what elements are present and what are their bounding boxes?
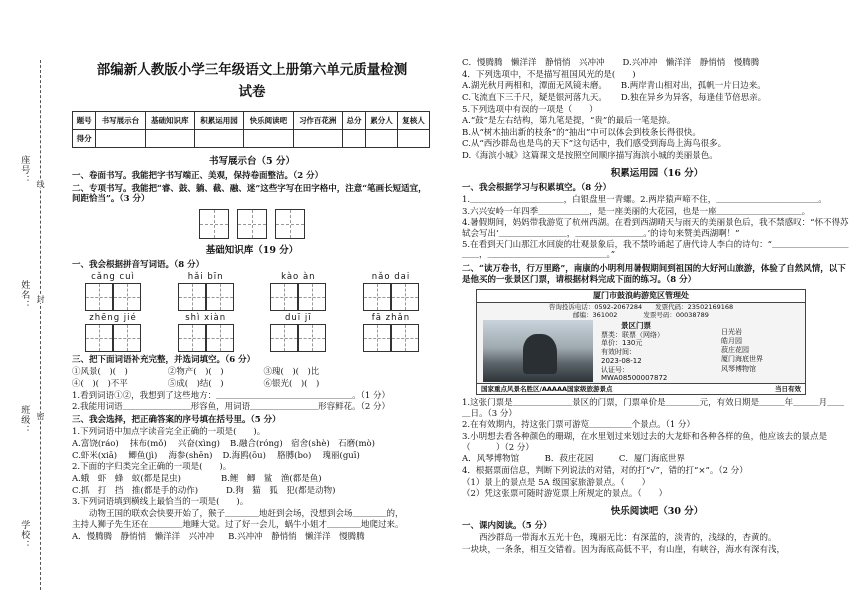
tian-grid-cell[interactable] xyxy=(298,324,326,352)
score-input-cell[interactable] xyxy=(244,130,293,148)
ticket-attraction: 菽庄花园 xyxy=(721,346,749,355)
fill-item[interactable]: ⑤成( )结( ) xyxy=(167,378,224,389)
choice-option[interactable]: A.富饶(ráo) 抹布(mǒ) 兴奋(xìng) xyxy=(72,439,220,450)
choice-3-options-row-2 xyxy=(462,58,852,69)
tian-grid-cell[interactable] xyxy=(391,324,419,352)
choice-option[interactable]: B.融合(róng) 宿舍(shè) 石磨(mò) xyxy=(230,439,375,450)
choice-option[interactable]: C.从“西沙群岛也是鸟的天下”这句话中，我们感受到海岛上海鸟很多。 xyxy=(462,139,727,150)
answer-box-pair xyxy=(356,324,426,352)
ticket-question-3: 3.小明想去看各种颜色的珊瑚，在水里划过来划过去的大龙虾和各种各样的鱼，他应该去的景点是（ ）（2 分） xyxy=(462,432,828,453)
class-field[interactable]: 班级： xyxy=(19,405,30,435)
ticket-question-1: 1.这张门票是＿＿＿＿＿＿＿景区的门票，门票单价是＿＿＿＿元，有效日期是＿＿＿年＿＿＿月＿＿＿日。（3 分） xyxy=(462,398,845,419)
fill-item[interactable]: ⑥银光( )( ) xyxy=(263,378,320,389)
tian-grid-cell[interactable] xyxy=(391,283,419,311)
answer-box-pair xyxy=(263,324,333,352)
ticket-photo-rock xyxy=(523,334,557,374)
choice-option[interactable]: C．慢腾腾 懒洋洋 静悄悄 兴冲冲 xyxy=(462,58,605,68)
writing-grid xyxy=(72,209,432,239)
choice-option[interactable]: B.两岸青山相对出，孤帆一片日边来。 xyxy=(620,81,766,92)
pinyin-label: hǎi bīn xyxy=(187,272,224,283)
choice-1-options-row-2 xyxy=(72,451,432,462)
tian-grid-cell[interactable] xyxy=(270,283,298,311)
fill-question-1: 1.看到词语①②，我想到了这些地方：＿＿＿＿＿＿＿＿＿＿＿＿＿＿＿＿。（1 分） xyxy=(72,390,390,401)
score-cell: 积累运用园 xyxy=(194,112,243,130)
left-column xyxy=(72,0,432,595)
seat-number-field[interactable]: 座号： xyxy=(19,155,30,185)
choice-option[interactable]: B.从“树木抽出新的枝条”的“抽出”中可以体会到枝条长得很快。 xyxy=(462,127,701,138)
tian-grid-cell[interactable] xyxy=(85,324,113,352)
choice-option[interactable]: B.鲤 鲫 鲨 渔(都是鱼) xyxy=(220,473,322,484)
writing-q1: 一、卷面书写。我能把字书写端正、美观，保持卷面整洁。（2 分） xyxy=(72,171,324,182)
choice-2-options-row-2 xyxy=(72,486,432,497)
choice-option[interactable]: A.“鼓”是左右结构，第九笔是提，“贵”的最后一笔是捺。 xyxy=(462,116,676,127)
pinyin-box-row-1 xyxy=(72,283,432,311)
choice-option[interactable]: C.虾米(xiā) 鲫鱼(jì) 海参(shēn) xyxy=(72,450,213,461)
score-input-cell[interactable] xyxy=(398,130,430,148)
accumulation-q2: 二、“读万卷书，行万里路”，南康的小明利用暑假期间到祖国的大好河山旅游，体验了自然风情，以下是他买的一张景区门票，请根据材料完成下面的练习。（8 分） xyxy=(462,263,846,285)
pinyin-label: cǎng cuì xyxy=(91,272,135,283)
choice-1-stem: 1.下列词语中加点字读音完全正确的一项是( )。 xyxy=(72,427,266,438)
choice-option[interactable]: D.独在异乡为异客，每逢佳节倍思亲。 xyxy=(620,92,767,103)
binding-mark-feng: 封 xyxy=(36,295,45,303)
ticket-label: 景区门票 xyxy=(621,321,651,331)
reading-q1: 一、课内阅读。（5 分） xyxy=(462,520,552,531)
scenic-ticket-image xyxy=(476,289,806,395)
section-heading-accumulation: 积累运用园（16 分） xyxy=(610,167,704,179)
ticket-attractions xyxy=(721,328,763,373)
tian-grid-cell[interactable] xyxy=(275,209,305,239)
ticket-footer-left: 国家重点风景名胜区/AAAAA国家级旅游景点 xyxy=(481,385,613,393)
score-cell: 题号 xyxy=(73,112,96,130)
pinyin-label: zhēng jié xyxy=(89,313,137,324)
choice-3-stem: 3.下列词语填到横线上最恰当的一项是( )。 xyxy=(72,497,249,508)
ticket-question-2: 2.在有效期内，持这张门票可游览＿＿＿＿＿个景点。（1 分） xyxy=(462,420,695,431)
ticket-question-4: 4．根据票面信息，判断下列说法的对错，对的打“√”，错的打“×”。（2 分） xyxy=(462,465,748,476)
choice-option[interactable]: C.抓 打 挡 推(都是手的动作) xyxy=(72,485,199,496)
fill-item[interactable]: ②物产( )( ) xyxy=(167,367,224,378)
ticket-detail-line: 有效时间： xyxy=(601,348,636,356)
pinyin-row-2 xyxy=(72,313,432,324)
tian-grid-cell[interactable] xyxy=(113,324,141,352)
fill-row-1 xyxy=(72,367,432,378)
ticket-detail-line: 认证号： xyxy=(601,365,629,374)
accumulation-line[interactable]: 4.暑假期间，妈妈带我游览了杭州西湖。在看到西湖晴天与雨天的美丽景色后，我不禁感叹：“怀不得苏轼会写出‘＿＿＿＿＿＿＿＿，＿＿＿＿＿＿＿＿。’的诗句来赞美西湖啊！” xyxy=(462,218,849,239)
score-cell: 复核人 xyxy=(398,112,430,130)
school-field[interactable]: 学校： xyxy=(19,520,30,550)
ticket-question-3-options[interactable]: A．风琴博物馆 B．菽庄花园 C．厦门海底世界 xyxy=(462,454,685,465)
pinyin-label: duī jī xyxy=(285,313,312,324)
fill-item[interactable]: ①风景( )( ) xyxy=(72,367,128,378)
tian-grid-cell[interactable] xyxy=(206,324,234,352)
binding-margin xyxy=(0,60,60,595)
ticket-header: 厦门市鼓浪屿游览区管理处 xyxy=(477,290,805,303)
tian-grid-cell[interactable] xyxy=(199,209,229,239)
answer-box-pair xyxy=(171,324,241,352)
choice-4-options-row-2 xyxy=(462,93,852,104)
pinyin-label: kào àn xyxy=(281,272,316,283)
answer-box-pair xyxy=(171,283,241,311)
right-column xyxy=(462,0,852,595)
fill-row-2 xyxy=(72,379,432,390)
fill-question-2: 2.我能用词语＿＿＿＿＿＿＿＿形容鱼，用词语＿＿＿＿＿＿＿＿形容鲜花。（2 分） xyxy=(72,402,390,413)
score-input-cell[interactable] xyxy=(145,130,194,148)
accumulation-line[interactable]: 5.在看到天门山那江水回旋的壮观景象后，我不禁吟诵起了唐代诗人李白的诗句：“＿＿＿＿＿＿＿＿＿＿＿，＿＿＿＿＿＿＿＿＿＿＿＿＿＿。” xyxy=(462,239,849,261)
title-line-2: 试卷 xyxy=(238,83,266,100)
ticket-detail-line: MWA08500007872 xyxy=(601,374,668,383)
score-table-score-row xyxy=(73,130,430,148)
tian-grid-cell[interactable] xyxy=(113,283,141,311)
ticket-postcode: 邮编：361002 发票号码：00038789 xyxy=(573,311,709,320)
tian-grid-cell[interactable] xyxy=(298,283,326,311)
accumulation-q1: 一、我会根据学习与积累填空。（8 分） xyxy=(462,182,612,193)
ticket-attraction: 日光岩 xyxy=(721,328,742,337)
choice-5-stem: 5.下列选项中有误的一项是（ ） xyxy=(462,104,598,115)
answer-box-pair xyxy=(78,324,148,352)
ticket-details xyxy=(601,321,667,383)
ticket-footer xyxy=(477,383,805,394)
ticket-detail-line: 2023-08-12 xyxy=(601,356,642,365)
score-input-cell[interactable] xyxy=(293,130,342,148)
ticket-question-4-item[interactable]: （1）景上的景点是 5A 级国家旅游景点。（ ） xyxy=(462,477,651,488)
exam-title xyxy=(72,60,432,103)
answer-box-pair xyxy=(356,283,426,311)
score-cell: 快乐阅读吧 xyxy=(244,112,293,130)
answer-box-pair xyxy=(263,283,333,311)
pinyin-box-row-2 xyxy=(72,324,432,352)
reading-passage-line: 一块块，一条条，相互交错着。因为海底高低不平，有山崖，有峡谷，海水有深有浅， xyxy=(462,544,786,555)
tian-grid-cell[interactable] xyxy=(270,324,298,352)
choice-option[interactable]: B.兴冲冲 静悄悄 懒洋洋 慢腾腾 xyxy=(228,532,365,543)
choice-3-passage-2: 主持人狮子先生还在＿＿＿＿地睡大觉。过了好一会儿，蜗牛小姐才＿＿＿＿地爬过来。 xyxy=(72,520,404,531)
choice-option[interactable]: A.湖光秋月两相和，潭面无风镜未磨。 xyxy=(462,81,607,92)
pinyin-label: fā zhǎn xyxy=(371,313,411,324)
choice-3-passage-1: 动物王国的联欢会快要开始了，猴子＿＿＿＿地赶到会场，没想到会场＿＿＿＿的， xyxy=(72,508,404,519)
score-cell: 基础知识库 xyxy=(145,112,194,130)
score-cell: 习作百花洲 xyxy=(293,112,342,130)
section-heading-reading: 快乐阅读吧（30 分） xyxy=(610,505,704,517)
score-cell: 得分 xyxy=(73,130,96,148)
score-table-header-row xyxy=(73,112,430,130)
score-input-cell[interactable] xyxy=(342,130,365,148)
choice-option[interactable]: D.《海滨小城》这篇课文是按照空间顺序描写海滨小城的美丽景色。 xyxy=(462,151,718,161)
choice-1-options-row-1 xyxy=(72,439,432,450)
score-input-cell[interactable] xyxy=(96,130,145,148)
ticket-attraction: 皓月园 xyxy=(721,337,742,346)
reading-passage-line: 西沙群岛一带海水五光十色，瑰丽无比：有深蓝的，淡青的，浅绿的，杏黄的。 xyxy=(462,533,777,544)
title-line-1: 部编新人教版小学三年级语文上册第六单元质量检测 xyxy=(96,62,408,78)
choice-4-options-row-1 xyxy=(462,81,852,92)
score-input-cell[interactable] xyxy=(366,130,398,148)
pinyin-row-1 xyxy=(72,272,432,283)
ticket-attraction: 厦门海底世界 xyxy=(721,355,763,364)
basics-choice-heading: 三、我会选择，把正确答案的序号填在括号里。（5 分） xyxy=(72,414,281,425)
ticket-photo xyxy=(483,320,593,382)
tian-grid-cell[interactable] xyxy=(363,283,391,311)
score-cell: 累分人 xyxy=(366,112,398,130)
choice-option[interactable]: A．慢腾腾 静悄悄 懒洋洋 兴冲冲 xyxy=(72,532,215,543)
choice-2-options-row-1 xyxy=(72,474,432,485)
ticket-contact: 咨询投诉电话：0592-2067284 发票代码：23502169168 xyxy=(548,303,734,312)
fill-item[interactable]: ③瑰( )( )比 xyxy=(263,367,320,378)
binding-mark-mi: 密 xyxy=(36,412,45,420)
section-heading-writing: 书写展示台（5 分） xyxy=(209,156,295,168)
ticket-question-4-item[interactable]: （2）凭这张票可随时游览票上所规定的景点。（ ） xyxy=(462,489,668,500)
choice-4-stem: 4．下列选项中，不是描写祖国风光的是( ) xyxy=(462,69,636,80)
tian-grid-cell[interactable] xyxy=(237,209,267,239)
score-cell: 书写展示台 xyxy=(96,112,145,130)
tian-grid-cell[interactable] xyxy=(85,283,113,311)
choice-3-options-row-1 xyxy=(72,532,432,543)
section-heading-basics: 基础知识库（19 分） xyxy=(205,244,299,256)
ticket-detail-line: 票类：联票（网络） xyxy=(601,330,664,339)
choice-option[interactable]: A.蛾 虾 蜂 蚁(都是昆虫) xyxy=(72,473,181,484)
choice-2-stem: 2.下面的字归类完全正确的一项是( )。 xyxy=(72,462,232,473)
answer-box-pair xyxy=(78,283,148,311)
tian-grid-cell[interactable] xyxy=(178,283,206,311)
ticket-attraction: 风琴博物馆 xyxy=(721,364,756,373)
score-table xyxy=(72,111,430,148)
binding-dashed-line xyxy=(40,60,41,590)
basics-q3: 三、把下面词语补充完整，并选词填空。（6 分） xyxy=(72,354,256,365)
ticket-detail-line: 单价：130元 xyxy=(601,339,643,348)
accumulation-line[interactable]: 3.六兴安岭一年四季＿＿＿＿＿＿，是一座美丽的大花园，也是一座＿＿＿＿＿＿＿＿＿＿。 xyxy=(462,206,811,217)
pinyin-label: nǎo dai xyxy=(371,272,411,283)
tian-grid-cell[interactable] xyxy=(206,283,234,311)
accumulation-line[interactable]: 1.＿＿＿＿＿＿＿＿＿＿＿，白银盘里一青螺。2.两岸猿声啼不住，＿＿＿＿＿＿＿＿＿＿＿＿。 xyxy=(462,195,827,206)
binding-mark-xian: 线 xyxy=(36,180,45,188)
score-cell: 总分 xyxy=(342,112,365,130)
choice-option[interactable]: C.飞流直下三千尺，疑是银河落九天。 xyxy=(462,92,607,103)
pinyin-label: shì xiàn xyxy=(185,313,227,324)
ticket-footer-right: 当日有效 xyxy=(775,385,801,393)
choice-option[interactable]: D.兴冲冲 懒洋洋 静悄悄 慢腾腾 xyxy=(622,58,760,68)
tian-grid-cell[interactable] xyxy=(363,324,391,352)
choice-option[interactable]: D.狗 猫 狐 犯(都是动物) xyxy=(226,485,336,496)
basics-q1: 一、我会根据拼音写词语。（8 分） xyxy=(72,259,205,270)
name-field[interactable]: 姓名： xyxy=(19,280,30,310)
tian-grid-cell[interactable] xyxy=(178,324,206,352)
choice-option[interactable]: D.海鸥(ōu) 胳膊(bo) 瑰丽(guī) xyxy=(222,450,360,461)
fill-item[interactable]: ④( )( )不平 xyxy=(72,378,128,389)
score-input-cell[interactable] xyxy=(194,130,243,148)
writing-q2: 二、专项书写。我能把“睿、鼓、躺、截、融、迷”这些字写在田字格中，注意“笔画长短适宜，间距恰当”。（3 分） xyxy=(72,183,427,205)
